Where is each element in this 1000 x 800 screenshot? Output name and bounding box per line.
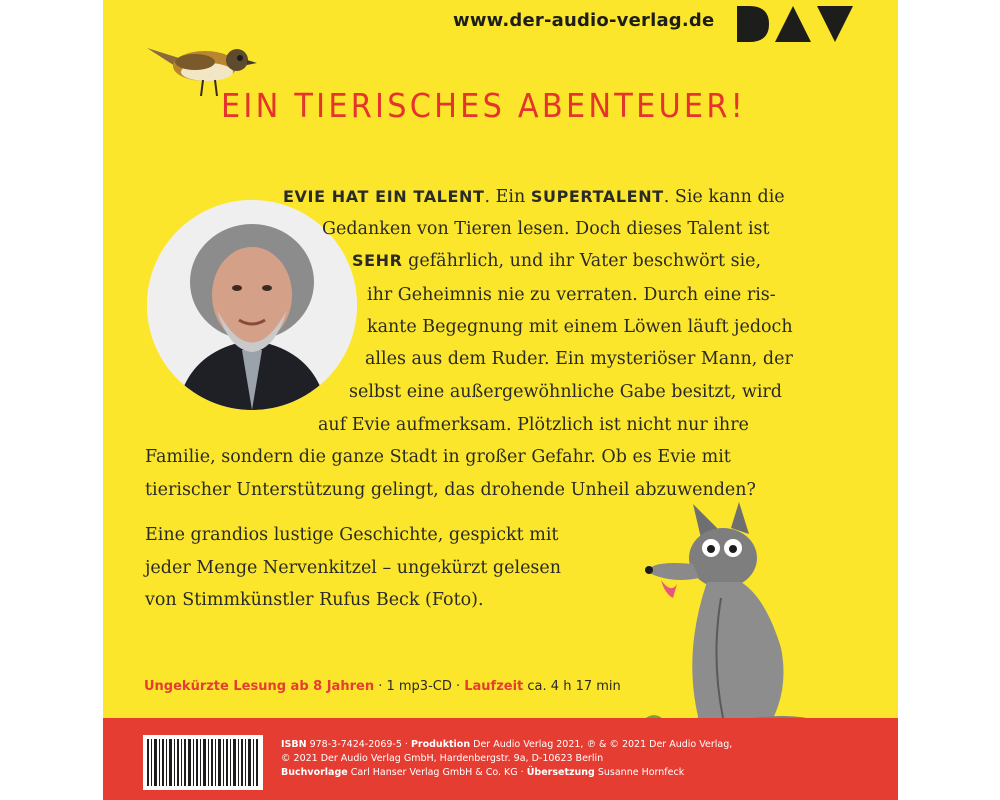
legal-line-2: © 2021 Der Audio Verlag GmbH, Hardenbergstr. 9a, D-10623 Berlin: [281, 753, 604, 764]
caps-supertalent: SUPERTALENT: [530, 187, 664, 206]
blurb-text: Familie, sondern die ganze Stadt in großer Gefahr. Ob es Evie mit: [145, 447, 731, 467]
blurb-line-4: [367, 279, 776, 312]
dav-logo: [735, 4, 855, 44]
blurb-line-1: [283, 181, 785, 214]
translation-value: Susanne Hornfeck: [594, 767, 685, 778]
production-value: Der Audio Verlag 2021, ℗ & © 2021 Der Audio Verlag,: [470, 739, 733, 750]
blurb-text: Gedanken von Tieren lesen. Doch dieses Talent ist: [322, 219, 770, 239]
source-value: Carl Hanser Verlag GmbH & Co. KG ·: [347, 767, 527, 778]
blurb-line-6: [365, 343, 793, 376]
blurb-line-8: [318, 409, 749, 442]
legal-line-1: [281, 738, 732, 752]
blurb-top: [283, 181, 785, 214]
runtime-value: ca. 4 h 17 min: [523, 679, 621, 694]
paragraph-line: von Stimmkünstler Rufus Beck (Foto).: [145, 590, 484, 611]
source-label: Buchvorlage: [281, 767, 348, 778]
blurb-line-7: [349, 376, 782, 409]
runtime-label: Laufzeit: [464, 679, 524, 694]
legal-info: [281, 738, 732, 780]
second-paragraph: [145, 519, 561, 617]
blurb-text: . Ein: [484, 187, 531, 207]
isbn-label: ISBN: [281, 739, 307, 750]
paragraph-line: Eine grandios lustige Geschichte, gespickt mit: [145, 525, 559, 545]
blurb-line-3: [352, 245, 761, 278]
blurb-text: selbst eine außergewöhnliche Gabe besitzt, wird: [349, 382, 782, 402]
legal-line-3: [281, 766, 732, 780]
cover-back: [103, 0, 898, 800]
age-label: Ungekürzte Lesung ab 8 Jahren: [144, 679, 375, 694]
caps-evie: EVIE HAT EIN TALENT: [283, 187, 485, 206]
blurb-text: auf Evie aufmerksam. Plötzlich ist nicht nur ihre: [318, 415, 749, 435]
publisher-url[interactable]: www.der-audio-verlag.de: [453, 10, 715, 31]
isbn-value: 978-3-7424-2069-5 ·: [306, 739, 411, 750]
barcode-icon: [143, 735, 263, 790]
paragraph-line: jeder Menge Nervenkitzel – ungekürzt gelesen: [145, 557, 562, 578]
product-info: [144, 679, 621, 694]
blurb-line-5: [367, 311, 793, 344]
blurb-line-2: [322, 213, 770, 246]
blurb-text: alles aus dem Ruder. Ein mysteriöser Mann, der: [365, 349, 793, 369]
barcode: [143, 735, 263, 790]
format-info: · 1 mp3-CD ·: [374, 679, 465, 694]
headline: EIN TIERISCHES ABENTEUER!: [221, 86, 747, 125]
caps-sehr: SEHR: [352, 251, 403, 270]
translation-label: Übersetzung: [526, 767, 595, 778]
blurb-text: kante Begegnung mit einem Löwen läuft jedoch: [367, 317, 793, 337]
blurb-text: ihr Geheimnis nie zu verraten. Durch eine ris-: [367, 285, 776, 305]
blurb-text: . Sie kann die: [663, 187, 785, 207]
blurb-line-9: [145, 441, 731, 474]
blurb-text: tierischer Unterstützung gelingt, das drohende Unheil abzuwenden?: [145, 480, 756, 500]
production-label: Produktion: [410, 739, 471, 750]
blurb-text: gefährlich, und ihr Vater beschwört sie,: [402, 251, 762, 271]
